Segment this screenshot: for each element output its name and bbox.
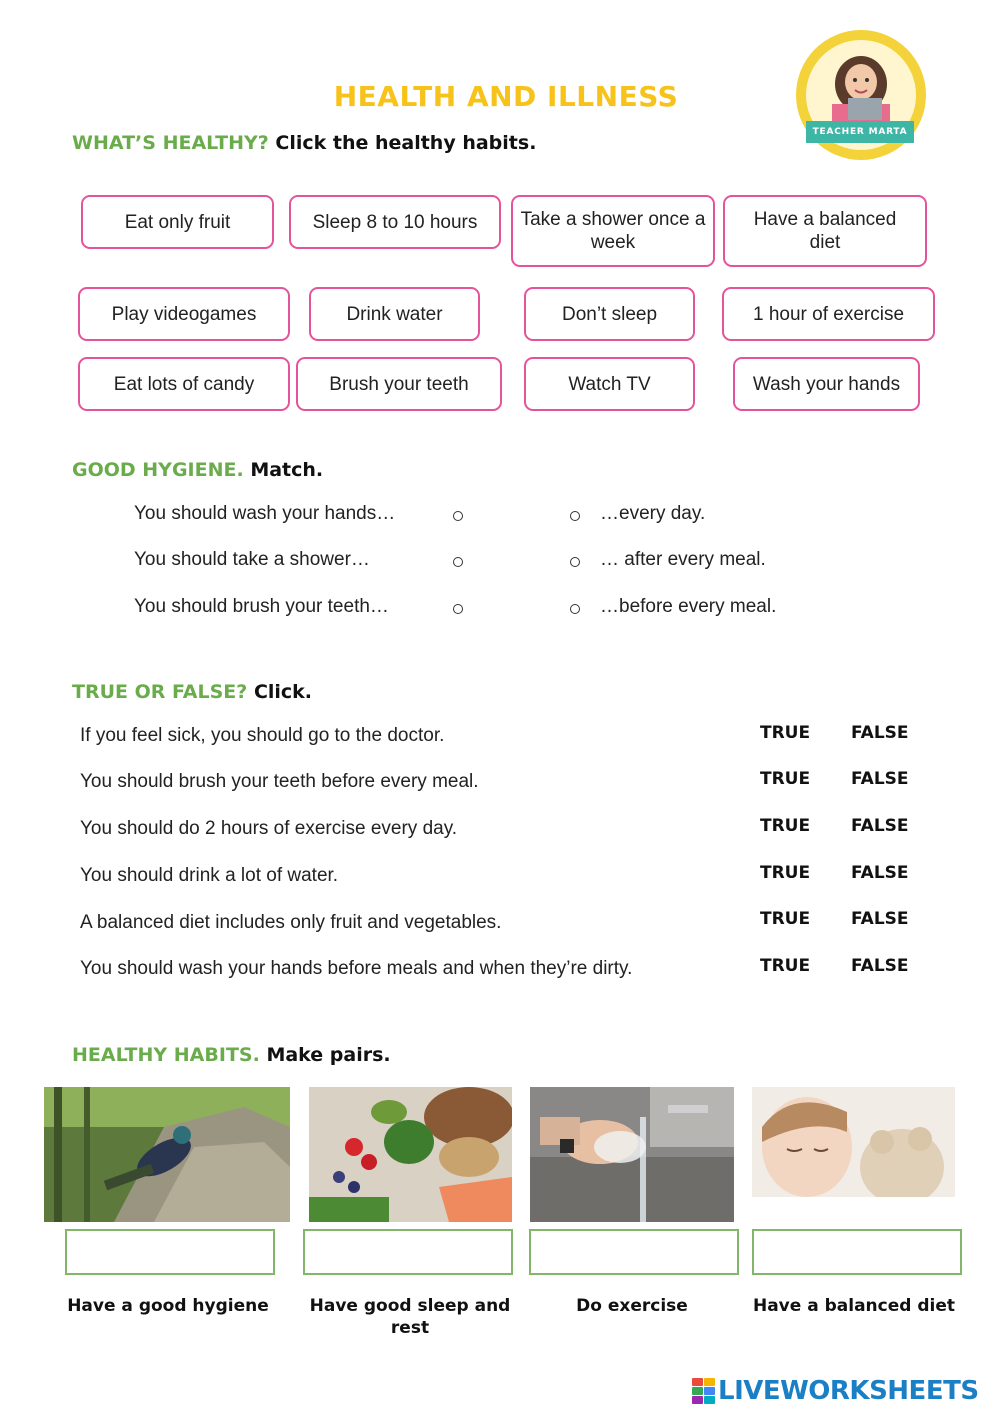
tf-true-4[interactable]: TRUE xyxy=(760,863,811,883)
option-hour-of-exercise[interactable]: 1 hour of exercise xyxy=(722,287,935,341)
badge-label: TEACHER MARTA xyxy=(806,121,914,143)
tf-false-1[interactable]: FALSE xyxy=(851,723,909,743)
tf-false-4[interactable]: FALSE xyxy=(851,863,909,883)
answer-box-4[interactable] xyxy=(752,1229,962,1275)
tf-statement-5: A balanced diet includes only fruit and vegetables. xyxy=(80,912,502,933)
section-healthy-green: WHAT’S HEALTHY? xyxy=(72,132,269,154)
match-right-every-day: …every day. xyxy=(600,503,706,524)
tf-statement-4: You should drink a lot of water. xyxy=(80,865,339,886)
section-habits-title xyxy=(72,1044,391,1066)
match-left-take-shower: You should take a shower… xyxy=(134,549,370,570)
option-drink-water[interactable]: Drink water xyxy=(309,287,480,341)
section-healthy-title xyxy=(72,132,536,154)
match-dot-left-2[interactable] xyxy=(453,557,463,567)
tf-true-2[interactable]: TRUE xyxy=(760,769,811,789)
tf-false-2[interactable]: FALSE xyxy=(851,769,909,789)
tf-statement-2: You should brush your teeth before every meal. xyxy=(80,771,479,792)
section-true-false-instruction: Click. xyxy=(253,681,313,703)
photo-sleeping-child xyxy=(752,1087,955,1222)
match-left-brush-teeth: You should brush your teeth… xyxy=(134,596,389,617)
section-habits-green: HEALTHY HABITS. xyxy=(72,1044,260,1066)
tf-true-1[interactable]: TRUE xyxy=(760,723,811,743)
answer-box-3[interactable] xyxy=(529,1229,739,1275)
page-title: HEALTH AND ILLNESS xyxy=(333,80,679,113)
option-brush-teeth[interactable]: Brush your teeth xyxy=(296,357,502,411)
match-right-after-meal: … after every meal. xyxy=(600,549,766,570)
option-watch-tv[interactable]: Watch TV xyxy=(524,357,695,411)
option-balanced-diet[interactable]: Have a balanced diet xyxy=(723,195,927,267)
section-hygiene-instruction: Match. xyxy=(250,459,324,481)
label-do-exercise[interactable]: Do exercise xyxy=(576,1296,688,1316)
label-good-sleep[interactable]: Have good sleep and rest xyxy=(309,1296,511,1338)
tf-statement-6: You should wash your hands before meals and when they’re dirty. xyxy=(80,958,633,979)
option-eat-only-fruit[interactable]: Eat only fruit xyxy=(81,195,274,249)
section-true-false-title xyxy=(72,681,312,703)
tf-true-3[interactable]: TRUE xyxy=(760,816,811,836)
section-healthy-instruction: Click the healthy habits. xyxy=(275,132,537,154)
photo-balanced-food xyxy=(309,1087,512,1222)
tf-false-5[interactable]: FALSE xyxy=(851,909,909,929)
option-dont-sleep[interactable]: Don’t sleep xyxy=(524,287,695,341)
answer-box-2[interactable] xyxy=(303,1229,513,1275)
tf-true-6[interactable]: TRUE xyxy=(760,956,811,976)
match-dot-left-3[interactable] xyxy=(453,604,463,614)
match-dot-right-1[interactable] xyxy=(570,511,580,521)
option-take-shower-once-week[interactable]: Take a shower once a week xyxy=(511,195,715,267)
teacher-badge xyxy=(796,30,928,160)
answer-box-1[interactable] xyxy=(65,1229,275,1275)
match-left-wash-hands: You should wash your hands… xyxy=(134,503,396,524)
tf-false-6[interactable]: FALSE xyxy=(851,956,909,976)
liveworksheets-logo xyxy=(692,1374,992,1408)
tf-statement-3: You should do 2 hours of exercise every day. xyxy=(80,818,458,839)
match-right-before-meal: …before every meal. xyxy=(600,596,777,617)
label-balanced-diet[interactable]: Have a balanced diet xyxy=(752,1296,955,1316)
photo-climbing xyxy=(44,1087,290,1222)
liveworksheets-brand: LIVEWORKSHEETS xyxy=(718,1376,979,1406)
teacher-avatar-icon xyxy=(818,52,904,124)
label-good-hygiene[interactable]: Have a good hygiene xyxy=(67,1296,269,1316)
section-hygiene-title xyxy=(72,459,323,481)
liveworksheets-icon xyxy=(692,1378,714,1404)
match-dot-left-1[interactable] xyxy=(453,511,463,521)
match-dot-right-2[interactable] xyxy=(570,557,580,567)
tf-true-5[interactable]: TRUE xyxy=(760,909,811,929)
option-eat-lots-candy[interactable]: Eat lots of candy xyxy=(78,357,290,411)
tf-false-3[interactable]: FALSE xyxy=(851,816,909,836)
section-true-false-green: TRUE OR FALSE? xyxy=(72,681,248,703)
photo-hand-washing xyxy=(530,1087,734,1222)
tf-statement-1: If you feel sick, you should go to the doctor. xyxy=(80,725,445,746)
option-wash-hands[interactable]: Wash your hands xyxy=(733,357,920,411)
section-hygiene-green: GOOD HYGIENE. xyxy=(72,459,244,481)
match-dot-right-3[interactable] xyxy=(570,604,580,614)
section-habits-instruction: Make pairs. xyxy=(266,1044,391,1066)
option-sleep-8-to-10-hours[interactable]: Sleep 8 to 10 hours xyxy=(289,195,501,249)
option-play-videogames[interactable]: Play videogames xyxy=(78,287,290,341)
